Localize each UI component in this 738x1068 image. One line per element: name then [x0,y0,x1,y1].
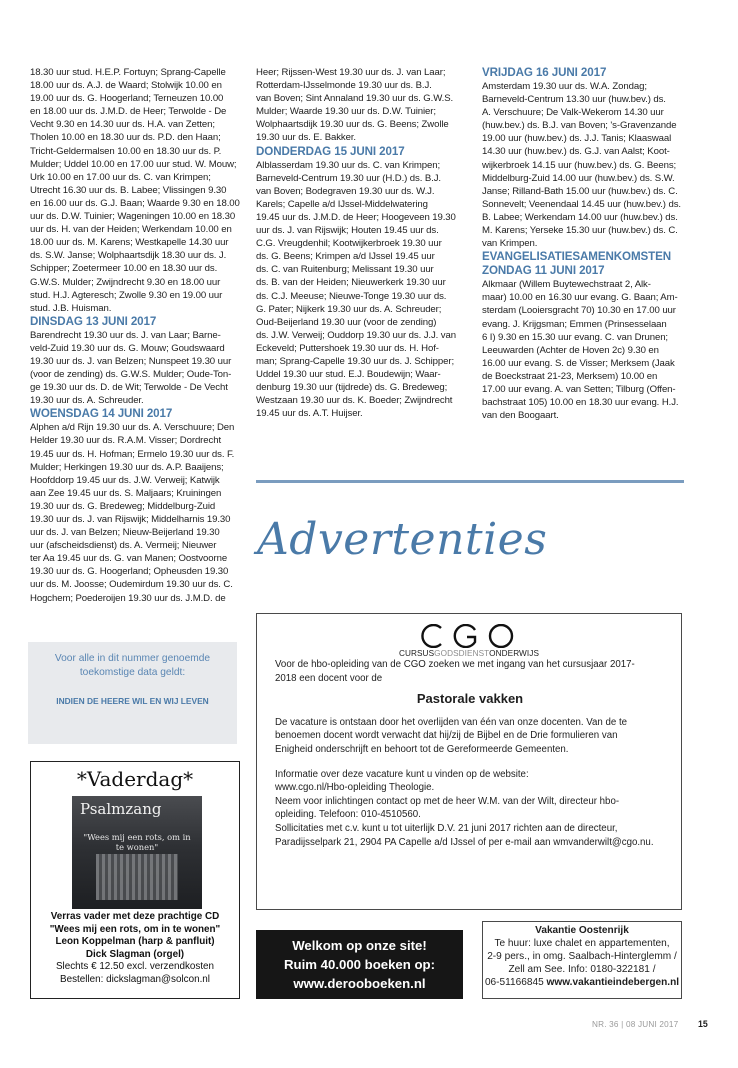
text-line: ds. S.W. Janse; Wolphaartsdijk 18.30 uur ds. J. [30,250,227,262]
text-line: uur ds. M. Joosse; Oudemirdum 19.30 uur ds. C. [30,579,233,591]
text-line: Mulder; Herkingen 19.30 uur ds. A.P. Baaijens; [30,461,224,473]
text-line: uur ds. J. van Belzen; Nieuw-Beijerland 19.30 [30,527,220,539]
text-line: Heer; Rijssen-West 19.30 uur ds. J. van Laar; [256,67,446,78]
section-divider [256,480,684,483]
day-heading: DONDERDAG 15 JUNI 2017 [256,144,405,158]
text-line: Utrecht 16.30 uur ds. B. Labee; Vlissingen 9.30 [30,184,227,196]
text-line: maar) 10.00 en 16.30 uur evang. G. Baan; Am- [482,292,678,304]
text-line: Wolphaartsdijk 19.30 uur ds. G. Beens; Zwolle [256,119,449,131]
text-line: uur ds. D.W. Tuinier; Wageningen 10.00 en 18.30 [30,211,236,223]
day-heading: DINSDAG 13 JUNI 2017 [30,314,157,328]
text-line: Schipper; Zoetermeer 10.00 en 18.30 uur ds. [30,263,218,275]
text-line: de Boeckstraat 21-23, Merksem) 10.00 en [482,370,658,382]
vacancy-position: Pastorale vakken [416,691,524,707]
vacancy-text-line: Enigheid onderschrijft en behoort tot de Gereformeerde Gemeenten. [275,743,569,755]
vakantie-title: Vakantie Oostenrijk [535,925,629,936]
text-line: sterdam (Looiersgracht 70) 10.30 en 17.00 uur [482,305,676,317]
text-line: ter Aa 19.45 uur ds. G. van Manen; Oostvoorne [30,553,228,565]
services-paragraph [256,66,470,145]
services-paragraph [30,66,244,315]
cd-cover-subtitle: "Wees mij een rots, om in te wonen" [83,832,191,852]
services-paragraph [256,159,470,421]
vaderdag-price: Slechts € 12.50 excl. verzendkosten [55,961,215,973]
text-line: Hoofddorp 19.45 uur ds. J.W. Verweij; Katwijk [30,474,220,486]
vacancy-text-line: Sollicitaties met c.v. kunt u tot uiterlijk D.V. 21 juni 2017 richten aan de directeur, [275,822,618,834]
text-line: Middelburg-Zuid 14.00 uur (huw.bev.) ds. S.W. [482,172,675,184]
text-line: ge 19.30 uur ds. D. de Wit; Terwolde - De Vecht [30,382,228,394]
vacancy-body [275,658,665,849]
text-line: 19.30 uur ds. J. van Belzen; Nunspeet 19.30 uur [30,355,232,367]
text-line: Leeuwarden (Achter de Hoven 2c) 9.30 en [482,344,659,356]
text-line: 19.45 uur ds. A.T. Huijser. [256,408,363,420]
text-line: Amsterdam 19.30 uur ds. W.A. Zondag; [482,81,647,92]
vakantie-phone: 06-51166845 [484,977,544,988]
text-line: ds. C. van Ruitenburg; Melissant 19.30 uur [256,264,434,276]
text-line: Mulder; Uddel 10.00 en 17.00 uur stud. W. Mouw; [30,158,237,170]
text-line: Westzaan 19.30 uur ds. K. Boeder; Zwijndrecht [256,395,453,407]
day-heading: WOENSDAG 14 JUNI 2017 [30,407,173,421]
web-ad-link[interactable]: www.derooboeken.nl [293,976,426,991]
text-line: Mulder; Waarde 19.30 uur ds. D.W. Tuinier; [256,106,436,118]
section-heading: EVANGELISATIESAMENKOMSTEN [482,250,672,264]
cgo-vacancy-ad [256,613,682,910]
vaderdag-line: Verras vader met deze prachtige CD [50,911,220,922]
text-line: ds. C.J. Meeuse; Nieuwe-Tonge 19.30 uur ds. [256,290,447,302]
text-line: van Krimpen. [482,238,538,250]
text-line: 14.30 uur (huw.bev.) ds. G.J. van Aalst; Koot- [482,146,670,158]
text-line: G.W.S. Mulder; Zwijndrecht 9.30 en 18.00 uur [30,276,221,288]
text-line: Janse; Rilland-Bath 15.00 uur (huw.bev.) ds. C. [482,185,678,197]
organ-pipes-image [96,854,178,900]
text-line: Eckeveld; Puttershoek 19.30 uur ds. H. Hof- [256,342,439,354]
text-line: Barneveld-Centrum 19.30 uur (H.D.) ds. B.J. [256,172,441,184]
text-line: A. Verschuure; De Valk-Wekerom 14.30 uur [482,107,664,119]
text-line: Tricht-Geldermalsen 10.00 en 18.30 uur ds. P. [30,145,222,157]
text-line: Barendrecht 19.30 uur ds. J. van Laar; Barne- [30,329,221,341]
text-line: 19.30 uur ds. A. Schreuder. [30,395,144,407]
text-line: ds. J.W. Verweij; Ouddorp 19.30 uur ds. J.J. van [256,329,456,341]
text-line: 19.00 uur ds. G. Hoogerland; Terneuzen 10.00 [30,93,224,105]
text-line: Hogchem; Poederoijen 19.30 uur ds. J.M.D. de [30,592,226,604]
vacancy-text-line: De vacature is ontstaan door het overlijden van één van onze docenten. Van de te [275,716,628,728]
text-line: ds. G. Beens; Krimpen a/d IJssel 19.45 uur [256,251,435,263]
text-line: 18.00 uur ds. A.J. de Waard; Stolwijk 10.00 en [30,80,222,92]
vacancy-intro-line: Voor de hbo-opleiding van de CGO zoeken we met ingang van het cursusjaar 2017- [275,659,635,670]
text-line: Barneveld-Centrum 13.30 uur (huw.bev.) ds. [482,94,666,106]
vaderdag-line: "Wees mij een rots, om in te wonen" [49,923,221,935]
future-dates-notice [28,642,237,744]
text-line: aan Zee 19.45 uur ds. S. Maljaars; Kruiningen [30,487,222,499]
vakantie-line: Zell am See. Info: 0180-322181 / [508,964,656,975]
text-line: Tholen 10.00 en 18.30 uur ds. P.D. den Haan; [30,132,221,144]
vacancy-intro-line: 2018 een docent voor de [275,672,383,684]
text-line: Karels; Capelle a/d IJssel-Middelwatering [256,198,428,210]
text-line: 17.00 uur evang. A. van Setten; Tilburg (Offen- [482,383,676,395]
services-paragraph [30,329,244,408]
text-line: (huw.bev.) ds. B.J. van Boven; 's-Gravenzande [482,120,677,132]
vakantie-contact [483,976,681,989]
text-line: 19.30 uur ds. E. Bakker. [256,132,356,144]
text-line: van den Boogaart. [482,410,559,422]
text-line: M. Karens; Yerseke 15.30 uur (huw.bev.) ds. C. [482,225,678,237]
notice-bold-text: INDIEN DE HEERE WIL EN WIJ LEVEN [56,696,209,706]
vacancy-website-link[interactable]: www.cgo.nl/Hbo-opleiding Theologie. [275,782,435,794]
derooboeken-ad [256,930,463,999]
text-line: Sonnevelt; Veenendaal 14.45 uur (huw.bev.) ds. [482,198,681,210]
text-line: 19.30 uur ds. G. Hoogerland; Opheusden 19.30 [30,566,229,578]
vacancy-text-line: benoemen docent wordt verwacht dat hij/zij de Bijbel en de Drie formulieren van [275,730,618,742]
tagline-part: CURSUS [398,649,435,658]
tagline-part: GODSDIENST [434,649,490,658]
church-services-column-3 [482,66,690,422]
vakantie-line: Te huur: luxe chalet en appartementen, [494,938,670,949]
services-paragraph [482,80,690,250]
vakantie-line: 2-9 pers., in omg. Saalbach-Hinterglemm / [487,951,677,962]
text-line: Helder 19.30 uur ds. R.A.M. Visser; Dordrecht [30,435,222,447]
cd-cover-image [72,796,202,909]
text-line: Vecht 9.30 en 14.30 uur ds. H.A. van Zetten; [30,119,215,131]
text-line: Rotterdam-IJsselmonde 19.30 uur ds. B.J. [256,80,432,92]
vakantie-website-link[interactable]: www.vakantieindebergen.nl [546,977,680,988]
vakantie-oostenrijk-ad [482,921,682,999]
cd-cover-title: Psalmzang [80,800,162,818]
text-line: 19.00 uur (huw.bev.) ds. J.J. Tanis; Klaaswaal [482,133,672,145]
notice-text: Voor alle in dit nummer genoemde toekomstige data geldt: [54,653,211,678]
vaderdag-order-email[interactable]: Bestellen: dickslagman@solcon.nl [60,973,210,985]
text-line: Oud-Beijerland 19.30 uur (voor de zending) [256,316,437,328]
text-line: ds. B. van der Heiden; Nieuwerkerk 19.30 uur [256,277,446,289]
text-line: B. Labee; Werkendam 14.00 uur (huw.bev.) ds. [482,211,678,223]
advertisements-title: Advertenties [257,514,548,565]
text-line: veld-Zuid 19.30 uur ds. G. Mouw; Goudswaard [30,342,225,354]
text-line: uur (afscheidsdienst) ds. A. Vermeij; Nieuwer [30,540,217,552]
text-line: C.G. Vreugdenhil; Kootwijkerbroek 19.30 uur [256,238,442,250]
vacancy-text-line: Informatie over deze vacature kunt u vinden op de website: [275,768,529,780]
text-line: uur ds. H. van der Heiden; Werkendam 10.00 en [30,224,232,236]
text-line: bachstraat 105) 10.00 en 18.30 uur evang. H.J. [482,397,679,409]
text-line: 16.00 uur evang. S. de Visser; Merksem (Jaak [482,357,675,369]
text-line: stud. H.J. Agteresch; Zwolle 9.30 en 19.00 uur [30,289,223,301]
vaderdag-title: *Vaderdag* [76,767,194,791]
text-line: 19.30 uur ds. G. Bredeweg; Middelburg-Zuid [30,500,216,512]
text-line: 19.45 uur ds. H. Hofman; Ermelo 19.30 uur ds. F. [30,448,235,460]
text-line: en 18.00 uur ds. J.M.D. de Heer; Terwolde - De [30,106,227,118]
vacancy-text-line: opleiding. Telefoon: 010-4510560. [275,809,421,821]
services-paragraph [30,421,244,604]
text-line: en 16.00 uur ds. G.J. Baan; Waarde 9.30 en 18.00 [30,197,240,209]
web-ad-line: Ruim 40.000 boeken op: [284,957,435,972]
services-paragraph [482,278,690,422]
text-line: 18.30 uur stud. H.E.P. Fortuyn; Sprang-Capelle [30,67,226,78]
text-line: (voor de zending) ds. G.W.S. Mulder; Oude-Ton- [30,369,232,381]
cgo-tagline [257,649,681,658]
vaderdag-description [35,911,235,987]
text-line: Alblasserdam 19.30 uur ds. C. van Krimpen; [256,159,441,171]
text-line: 6 I) 9.30 en 15.30 uur evang. C. van Drunen; [482,331,668,343]
text-line: Alkmaar (Willem Buytewechstraat 2, Alk- [482,279,651,291]
page-number: 15 [698,1019,708,1029]
text-line: 19.45 uur ds. J.M.D. de Heer; Hoogeveen 19.30 [256,211,456,223]
text-line: denburg 19.30 uur (tijdrede) ds. G. Bredeweg; [256,382,448,394]
text-line: wijkerbroek 14.15 uur (huw.bev.) ds. G. Beens; [482,159,677,171]
day-heading: VRIJDAG 16 JUNI 2017 [482,66,607,79]
vaderdag-line: Leon Koppelman (harp & panfluit) [55,936,215,948]
day-heading: ZONDAG 11 JUNI 2017 [482,264,605,278]
vaderdag-ad [30,761,240,999]
footer-issue-info: NR. 36 | 08 JUNI 2017 [592,1020,679,1029]
vacancy-text-line: Neem voor inlichtingen contact op met de heer W.M. van der Wilt, directeur hbo- [275,795,620,807]
text-line: 19.30 uur ds. J. van Rijswijk; Middelharnis 19.30 [30,514,231,525]
church-services-column-2 [256,66,470,420]
church-services-column-1 [30,66,244,605]
cgo-logo-mark [417,624,521,648]
text-line: 18.00 uur ds. M. Karens; Westkapelle 14.30 uur [30,237,229,249]
text-line: Uddel 19.30 uur stud. E.J. Boudewijn; Waar- [256,369,441,381]
text-line: van Boven; Bodegraven 19.30 uur ds. W.J. [256,185,435,197]
text-line: uur ds. J. van Rijswijk; Houten 19.45 uur ds. [256,225,439,237]
vaderdag-line: Dick Slagman (orgel) [85,948,185,960]
web-ad-line: Welkom op onze site! [292,938,427,953]
text-line: van Boven; Sint Annaland 19.30 uur ds. G.W.S. [256,93,454,105]
text-line: man; Sprang-Capelle 19.30 uur ds. J. Schipper; [256,355,455,367]
cgo-logo [257,624,681,658]
tagline-part: ONDERWIJS [489,649,540,658]
text-line: G. Pater; Nijkerk 19.30 uur ds. A. Schreuder; [256,303,442,315]
text-line: evang. J. Krijgsman; Emmen (Prinsesselaan [482,318,667,330]
text-line: stud. J.B. Huisman. [30,302,112,314]
text-line: Urk 10.00 en 17.00 uur ds. C. van Krimpen; [30,171,211,183]
vacancy-text-line: Paradijsselpark 21, 2904 PA Capelle a/d IJssel of per e-mail aan wmvanderwilt@cgo.nu. [275,836,654,848]
text-line: Alphen a/d Rijn 19.30 uur ds. A. Verschuure; Den [30,422,235,434]
